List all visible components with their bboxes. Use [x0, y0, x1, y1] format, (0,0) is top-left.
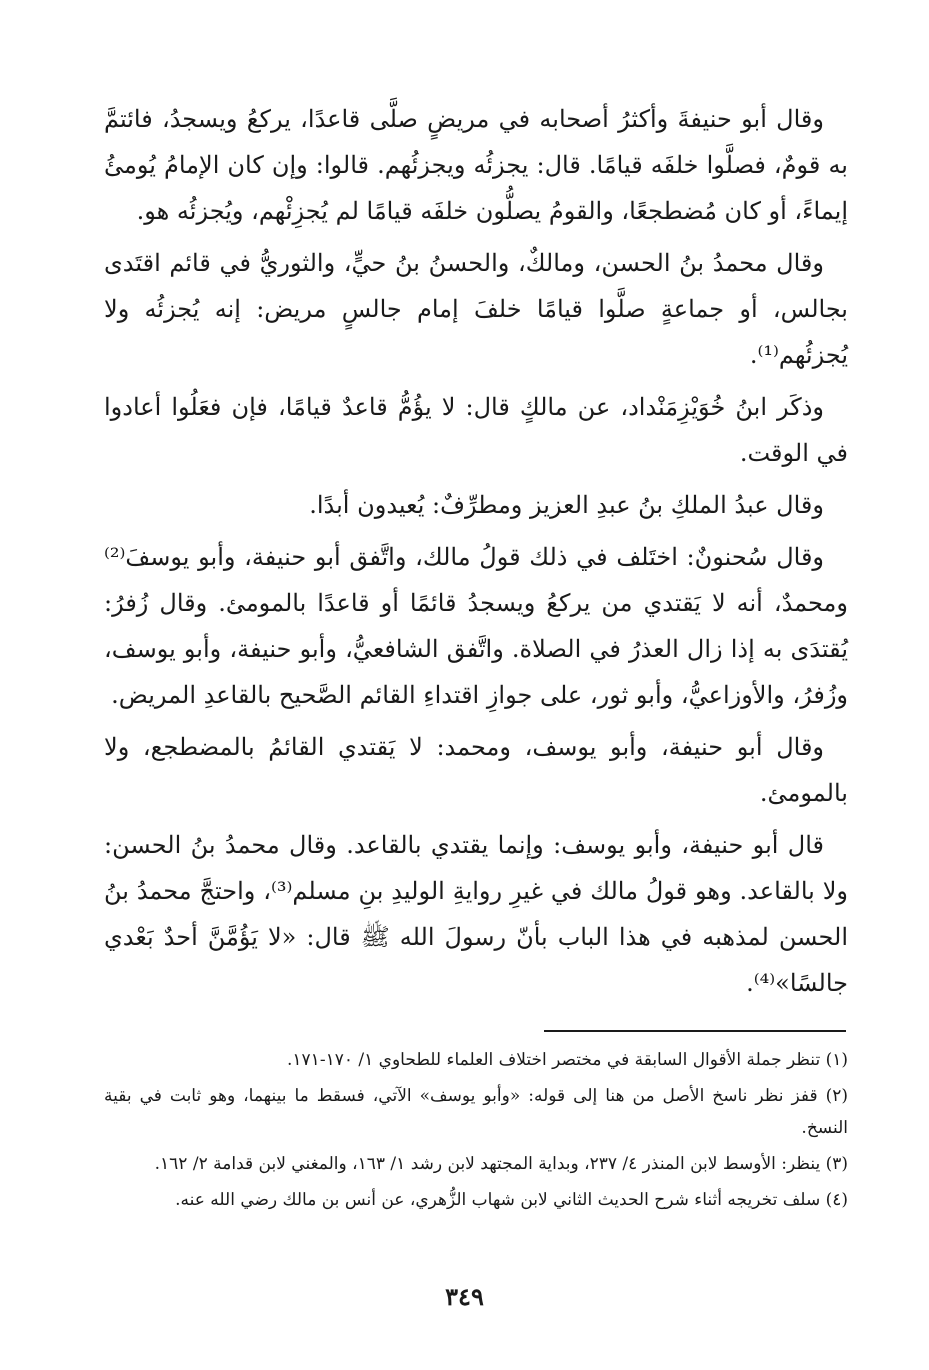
paragraph: وقال أبو حنيفةَ وأكثرُ أصحابه في مريضٍ صلَّى قاعدًا، يركعُ ويسجدُ، فائتمَّ به قومٌ، فصلَّوا خلفَه قيامًا. قال: يجزئُه ويجزئُهم. قالوا: وإن كان الإمامُ يُومئُ إيماءً، أو كان مُضطجعًا، والقومُ يصلُّون خلفَه قيامًا لم يُجزِئْهم، ويُجزئُه هو. [104, 105, 848, 225]
footnote: (١) تنظر جملة الأقوال السابقة في مختصر اختلاف العلماء للطحاوي ١/ ١٧٠-١٧١. [287, 1050, 848, 1070]
footnote: (٤) سلف تخريجه أثناء شرح الحديث الثاني لابن شهاب الزُّهري، عن أنس بن مالك رضي الله عنه. [175, 1190, 848, 1210]
paragraph: قال أبو حنيفة، وأبو يوسف: وإنما يقتدي بالقاعد. وقال محمدُ بنُ الحسن: ولا بالقاعد. وهو قولُ مالك في غيرِ روايةِ الوليدِ بنِ مسلم⁽³⁾، واحتجَّ محمدُ بنُ الحسن لمذهبه في هذا الباب بأنّ رسولَ الله ﷺ قال: «لا يَؤُمَّنَّ أحدٌ بَعْدي جالسًا»⁽⁴⁾. [104, 831, 849, 997]
paragraph: وقال سُحنونٌ: اختَلف في ذلك قولُ مالك، واتَّفق أبو حنيفة، وأبو يوسفَ⁽²⁾ ومحمدٌ، أنه لا يَقتدي من يركعُ ويسجدُ قائمًا أو قاعدًا بالمومئ. وقال زُفرُ: يُقتدَى به إذا زال العذرُ في الصلاة. واتَّفق الشافعيُّ، وأبو حنيفة، وأبو يوسف، وزُفرُ، والأوزاعيُّ، وأبو ثور، على جوازِ اقتداءِ القائم الصَّحيح بالقاعدِ المريض. [104, 543, 848, 709]
footnotes [104, 1044, 848, 1220]
footnote-separator [544, 1030, 846, 1032]
main-text [104, 96, 848, 1012]
page-number: ٣٤٩ [445, 1282, 484, 1311]
footnote: (٢) قفز نظر ناسخ الأصل من هنا إلى قوله: «وأبو يوسف» الآتي، فسقط ما بينهما، وهو ثابت في بقية النسخ. [104, 1086, 848, 1138]
paragraph: وقال محمدُ بنُ الحسن، ومالكٌ، والحسنُ بنُ حيٍّ، والثوريُّ في قائم اقتَدى بجالس، أو جماعةٍ صلَّوا قيامًا خلفَ إمام جالسٍ مريض: إنه يُجزئُه ولا يُجزئُهم⁽¹⁾. [104, 249, 848, 369]
paragraph: وذكَر ابنُ خُوَيْزِمَنْداد، عن مالكٍ قال: لا يؤُمُّ قاعدٌ قيامًا، فإن فعَلُوا أعادوا في الوقت. [104, 393, 848, 467]
paragraph: وقال أبو حنيفة، وأبو يوسف، ومحمد: لا يَقتدي القائمُ بالمضطجع، ولا بالمومئ. [104, 733, 848, 807]
paragraph: وقال عبدُ الملكِ بنُ عبدِ العزيز ومطرِّفٌ: يُعيدون أبدًا. [309, 491, 824, 519]
footnote: (٣) ينظر: الأوسط لابن المنذر ٤/ ٢٣٧، وبداية المجتهد لابن رشد ١/ ١٦٣، والمغني لابن قدامة ٢/ ١٦٢. [154, 1154, 848, 1174]
